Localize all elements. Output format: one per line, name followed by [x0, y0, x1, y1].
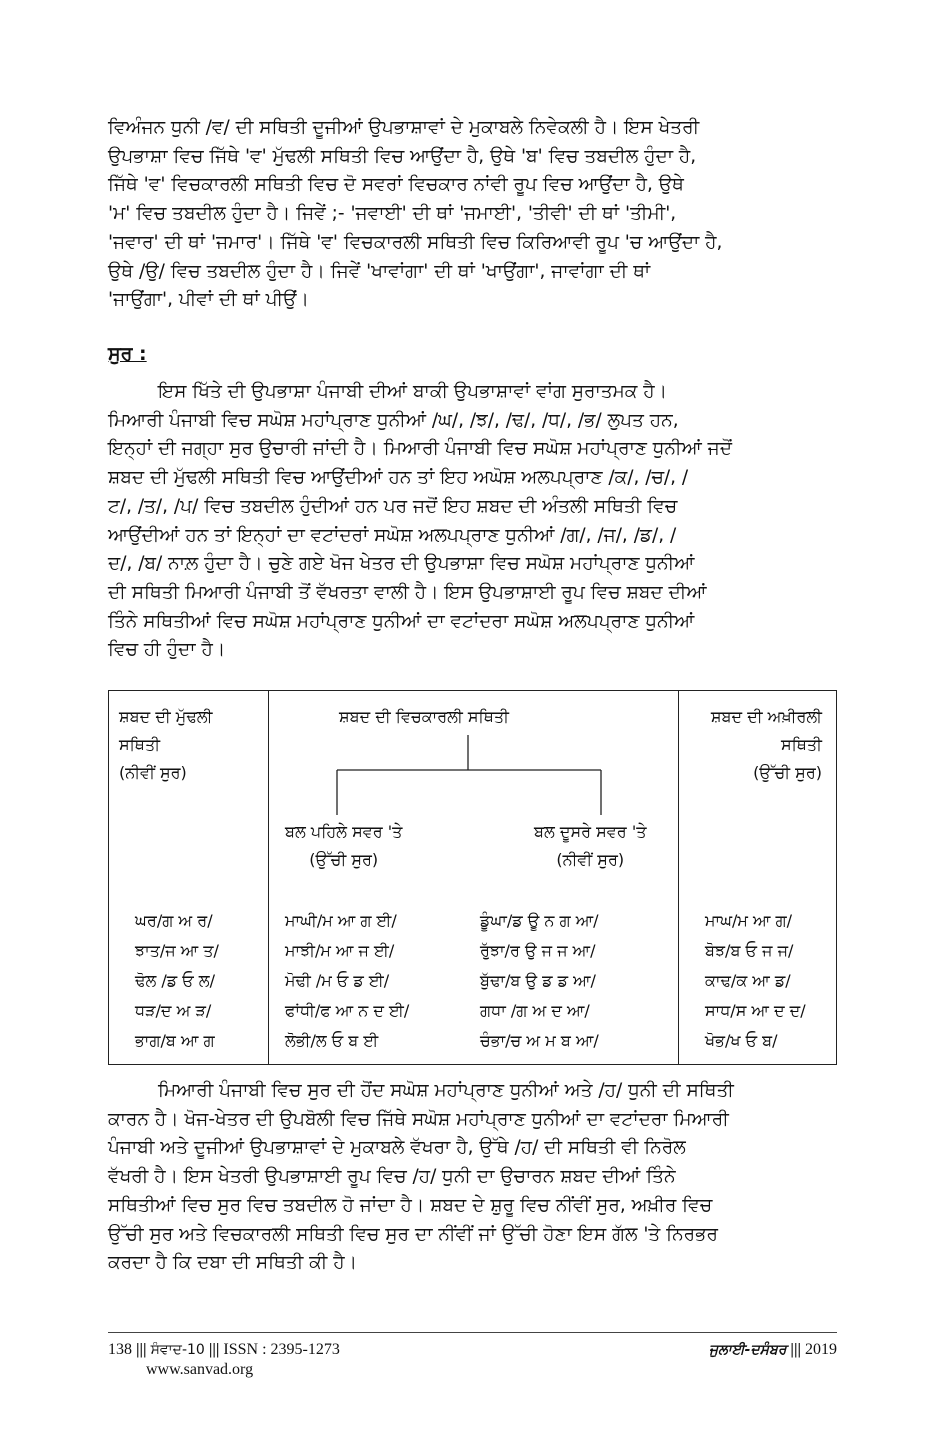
subheader-line: (ਨੀਵੀਂ ਸੁਰ) [556, 850, 625, 869]
header-line: ਸ਼ਬਦ ਦੀ ਮੁੱਢਲੀ [119, 707, 213, 726]
text-line: ਵਿਚ ਹੀ ਹੁੰਦਾ ਹੈ। [108, 639, 226, 661]
issue-year: 2019 [805, 1341, 837, 1358]
word-entry: ਮਾਘੀ/ਮ ਆ ਗ ਈ/ [285, 911, 397, 930]
subheader-line: ਬਲ ਪਹਿਲੇ ਸਵਰ 'ਤੇ [285, 822, 403, 841]
word-entry: ਢੋਲ /ਡ ਓ ਲ/ [135, 971, 215, 990]
subheader-line: (ਉੱਚੀ ਸੁਰ) [309, 850, 379, 869]
issue-period: ਜੁਲਾਈ-ਦਸੰਬਰ [709, 1342, 787, 1358]
text-line: ਆਉਂਦੀਆਂ ਹਨ ਤਾਂ ਇਨ੍ਹਾਂ ਦਾ ਵਟਾਂਦਰਾਂ ਸਘੋਸ਼ ਅਲਪਪ੍ਰਾਣ ਧੁਨੀਆਂ /ਗ/, /ਜ/, /ਡ/, / [108, 524, 677, 546]
word-entry: ਲੋਭੀ/ਲ ਓ ਬ ਈ [285, 1031, 379, 1050]
paragraph-consonant-v [108, 114, 838, 315]
text-line: 'ਜਾਉਂਗਾ', ਪੀਵਾਂ ਦੀ ਥਾਂ ਪੀਉਂ। [108, 289, 309, 311]
text-line: ਜਿੱਥੇ 'ਵ' ਵਿਚਕਾਰਲੀ ਸਥਿਤੀ ਵਿਚ ਦੋ ਸਵਰਾਂ ਵਿਚਕਾਰ ਨਾਂਵੀ ਰੂਪ ਵਿਚ ਆਉਂਦਾ ਹੈ, ਉਥੇ [108, 174, 684, 196]
section-heading-tone: ਸੁਰ : [108, 343, 147, 365]
text-line: ਸ਼ਬਦ ਦੀ ਮੁੱਢਲੀ ਸਥਿਤੀ ਵਿਚ ਆਉਂਦੀਆਂ ਹਨ ਤਾਂ ਇਹ ਅਘੋਸ਼ ਅਲਪਪ੍ਰਾਣ /ਕ/, /ਚ/, / [108, 467, 689, 489]
word-entry: ਧੜ/ਦ ਅ ੜ/ [135, 1001, 212, 1020]
text-line: ਦੀ ਸਥਿਤੀ ਮਿਆਰੀ ਪੰਜਾਬੀ ਤੋਂ ਵੱਖਰਤਾ ਵਾਲੀ ਹੈ। ਇਸ ਉਪਭਾਸ਼ਾਈ ਰੂਪ ਵਿਚ ਸ਼ਬਦ ਦੀਆਂ [108, 581, 707, 603]
separator: ||| [790, 1341, 801, 1358]
text-line: 'ਮ' ਵਿਚ ਤਬਦੀਲ ਹੁੰਦਾ ਹੈ। ਜਿਵੇਂ ;- 'ਜਵਾਈ' ਦੀ ਥਾਂ 'ਜਮਾਈ', 'ਤੀਵੀ' ਦੀ ਥਾਂ 'ਤੀਮੀ', [108, 203, 677, 225]
word-entry: ਝਾਤ/ਜ ਆ ਤ/ [135, 941, 219, 960]
footer-left [108, 1340, 340, 1380]
text-line: ਇਸ ਖਿੱਤੇ ਦੀ ਉਪਭਾਸ਼ਾ ਪੰਜਾਬੀ ਦੀਆਂ ਬਾਕੀ ਉਪਭਾਸ਼ਾਵਾਂ ਵਾਂਗ ਸੁਰਾਤਮਕ ਹੈ। [158, 381, 668, 402]
word-entry: ਡੂੰਘਾ/ਡ ਊ ਨ ਗ ਆ/ [480, 911, 599, 930]
header-line: (ਉੱਚੀ ਸੁਰ) [753, 763, 822, 782]
text-line: ਪੰਜਾਬੀ ਅਤੇ ਦੂਜੀਆਂ ਉਪਭਾਸ਼ਾਵਾਂ ਦੇ ਮੁਕਾਬਲੇ ਵੱਖਰਾ ਹੈ, ਉੱਥੇ /ਹ/ ਦੀ ਸਥਿਤੀ ਵੀ ਨਿਰੋਲ [108, 1137, 686, 1159]
middle-header: ਸ਼ਬਦ ਦੀ ਵਿਚਕਾਰਲੀ ਸਥਿਤੀ [339, 707, 509, 726]
word-entry: ਕਾਢ/ਕ ਆ ਡ/ [705, 971, 791, 990]
text-line: ਕਰਦਾ ਹੈ ਕਿ ਦਬਾ ਦੀ ਸਥਿਤੀ ਕੀ ਹੈ। [108, 1252, 358, 1274]
word-entry: ਖੋਭ/ਖ ਓ ਬ/ [705, 1031, 778, 1050]
col3-subheader [534, 818, 646, 874]
header-line: ਸ਼ਬਦ ਦੀ ਅਖ਼ੀਰਲੀ [710, 707, 822, 726]
text-line: ਉੱਚੀ ਸੁਰ ਅਤੇ ਵਿਚਕਾਰਲੀ ਸਥਿਤੀ ਵਿਚ ਸੁਰ ਦਾ ਨੀਂਵੀਂ ਜਾਂ ਉੱਚੀ ਹੋਣਾ ਇਸ ਗੱਲ 'ਤੇ ਨਿਰਭਰ [108, 1223, 718, 1245]
word-entry: ਫਾਂਧੀ/ਫ ਆ ਨ ਦ ਈ/ [285, 1001, 410, 1020]
text-line: ਮਿਆਰੀ ਪੰਜਾਬੀ ਵਿਚ ਸੁਰ ਦੀ ਹੋਂਦ ਸਘੋਸ਼ ਮਹਾਂਪ੍ਰਾਣ ਧੁਨੀਆਂ ਅਤੇ /ਹ/ ਧੁਨੀ ਦੀ ਸਥਿਤੀ [158, 1080, 734, 1101]
col4-words [705, 906, 806, 1056]
col2-words [285, 906, 409, 1056]
word-entry: ਬੁੱਢਾ/ਬ ਉ ਡ ਡ ਆ/ [480, 971, 596, 990]
text-line: ਇਨ੍ਹਾਂ ਦੀ ਜਗ੍ਹਾ ਸੁਰ ਉਚਾਰੀ ਜਾਂਦੀ ਹੈ। ਮਿਆਰੀ ਪੰਜਾਬੀ ਵਿਚ ਸਘੋਸ਼ ਮਹਾਂਪ੍ਰਾਣ ਧੁਨੀਆਂ ਜਦੋਂ [108, 438, 732, 460]
issn: ISSN : 2395-1273 [223, 1341, 340, 1358]
text-line: ਦ/, /ਬ/ ਨਾਲ਼ ਹੁੰਦਾ ਹੈ। ਚੁਣੇ ਗਏ ਖੋਜ ਖੇਤਰ ਦੀ ਉਪਭਾਸ਼ਾ ਵਿਚ ਸਘੋਸ਼ ਮਹਾਂਪ੍ਰਾਣ ਧੁਨੀਆਂ [108, 553, 695, 575]
word-entry: ਮਾਝੀ/ਮ ਆ ਜ ਈ/ [285, 941, 395, 960]
text-line: ਤਿੰਨੇ ਸਥਿਤੀਆਂ ਵਿਚ ਸਘੋਸ਼ ਮਹਾਂਪ੍ਰਾਣ ਧੁਨੀਆਂ ਦਾ ਵਟਾਂਦਰਾ ਸਘੋਸ਼ ਅਲਪਪ੍ਰਾਣ ਧੁਨੀਆਂ [108, 610, 695, 632]
word-entry: ਭਾਗ/ਬ ਆ ਗ [135, 1031, 215, 1050]
header-line: (ਨੀਵੀਂ ਸੁਰ) [119, 763, 187, 782]
word-entry: ਰੁੱਝਾ/ਰ ਉ ਜ ਜ ਆ/ [480, 941, 596, 960]
word-entry: ਘਰ/ਗ ਅ ਰ/ [135, 911, 213, 930]
subheader-line: ਬਲ ਦੂਸਰੇ ਸਵਰ 'ਤੇ [534, 822, 647, 841]
text-line: ਕਾਰਨ ਹੈ। ਖੋਜ-ਖੇਤਰ ਦੀ ਉਪਬੋਲੀ ਵਿਚ ਜਿੱਥੇ ਸਘੋਸ਼ ਮਹਾਂਪ੍ਰਾਣ ਧੁਨੀਆਂ ਦਾ ਵਟਾਂਦਰਾ ਮਿਆਰੀ [108, 1108, 729, 1130]
col1-words [135, 906, 219, 1056]
page-number: 138 [108, 1341, 132, 1358]
website: www.sanvad.org [146, 1361, 254, 1378]
journal-name: ਸੰਵਾਦ-10 [150, 1342, 205, 1358]
footer-line [108, 1340, 340, 1360]
col1-header [119, 703, 212, 787]
header-line: ਸਥਿਤੀ [780, 735, 822, 754]
separator: ||| [136, 1341, 147, 1358]
footer-right [709, 1340, 837, 1360]
word-entry: ਚੰਭਾ/ਚ ਅ ਮ ਬ ਆ/ [480, 1031, 599, 1050]
col3-words [480, 906, 599, 1056]
footer-rule [108, 1332, 837, 1333]
text-line: ਉਪਭਾਸ਼ਾ ਵਿਚ ਜਿੱਥੇ 'ਵ' ਮੁੱਢਲੀ ਸਥਿਤੀ ਵਿਚ ਆਉਂਦਾ ਹੈ, ਉਥੇ 'ਬ' ਵਿਚ ਤਬਦੀਲ ਹੁੰਦਾ ਹੈ, [108, 145, 697, 167]
text-line: ਵੱਖਰੀ ਹੈ। ਇਸ ਖੇਤਰੀ ਉਪਭਾਸ਼ਾਈ ਰੂਪ ਵਿਚ /ਹ/ ਧੁਨੀ ਦਾ ਉਚਾਰਨ ਸ਼ਬਦ ਦੀਆਂ ਤਿੰਨੇ [108, 1166, 676, 1188]
text-line: ਟ/, /ਤ/, /ਪ/ ਵਿਚ ਤਬਦੀਲ ਹੁੰਦੀਆਂ ਹਨ ਪਰ ਜਦੋਂ ਇਹ ਸ਼ਬਦ ਦੀ ਅੰਤਲੀ ਸਥਿਤੀ ਵਿਚ [108, 495, 678, 517]
word-entry: ਸਾਧ/ਸ ਆ ਦ ਦ/ [705, 1001, 806, 1020]
word-entry: ਮਾਘ/ਮ ਆ ਗ/ [705, 911, 793, 930]
column-divider [678, 691, 679, 1064]
separator: ||| [208, 1341, 220, 1358]
word-entry: ਮੋਢੀ /ਮ ਓ ਡ ਈ/ [285, 971, 390, 990]
word-entry: ਬੋਝ/ਬ ਓ ਜ ਜ/ [705, 941, 794, 960]
col2-subheader [285, 818, 402, 874]
text-line: ਮਿਆਰੀ ਪੰਜਾਬੀ ਵਿਚ ਸਘੋਸ਼ ਮਹਾਂਪ੍ਰਾਣ ਧੁਨੀਆਂ /ਘ/, /ਝ/, /ਢ/, /ਧ/, /ਭ/ ਲੁਪਤ ਹਨ, [108, 409, 679, 431]
header-line: ਸਥਿਤੀ [119, 735, 161, 754]
text-line: ਉਥੇ /ਉ/ ਵਿਚ ਤਬਦੀਲ ਹੁੰਦਾ ਹੈ। ਜਿਵੇਂ 'ਖਾਵਾਂਗਾ' ਦੀ ਥਾਂ 'ਖਾਉਂਗਾ', ਜਾਵਾਂਗਾ ਦੀ ਥਾਂ [108, 260, 651, 282]
tone-position-table [108, 690, 837, 1065]
text-line: ਸਥਿਤੀਆਂ ਵਿਚ ਸੁਰ ਵਿਚ ਤਬਦੀਲ ਹੋ ਜਾਂਦਾ ਹੈ। ਸ਼ਬਦ ਦੇ ਸ਼ੁਰੂ ਵਿਚ ਨੀਂਵੀਂ ਸੁਰ, ਅਖ਼ੀਰ ਵਿਚ [108, 1194, 713, 1216]
paragraph-tone [108, 378, 838, 665]
text-line: 'ਜਵਾਰ' ਦੀ ਥਾਂ 'ਜਮਾਰ'। ਜਿੱਥੇ 'ਵ' ਵਿਚਕਾਰਲੀ ਸਥਿਤੀ ਵਿਚ ਕਿਰਿਆਵੀ ਰੂਪ 'ਚ ਆਉਂਦਾ ਹੈ, [108, 231, 723, 253]
paragraph-h-sound [108, 1077, 838, 1278]
word-entry: ਗਧਾ /ਗ ਅ ਦ ਆ/ [480, 1001, 590, 1020]
text-line: ਵਿਅੰਜਨ ਧੁਨੀ /ਵ/ ਦੀ ਸਥਿਤੀ ਦੂਜੀਆਂ ਉਪਭਾਸ਼ਾਵਾਂ ਦੇ ਮੁਕਾਬਲੇ ਨਿਵੇਕਲੀ ਹੈ। ਇਸ ਖੇਤਰੀ [108, 117, 700, 138]
col4-header [711, 703, 822, 787]
